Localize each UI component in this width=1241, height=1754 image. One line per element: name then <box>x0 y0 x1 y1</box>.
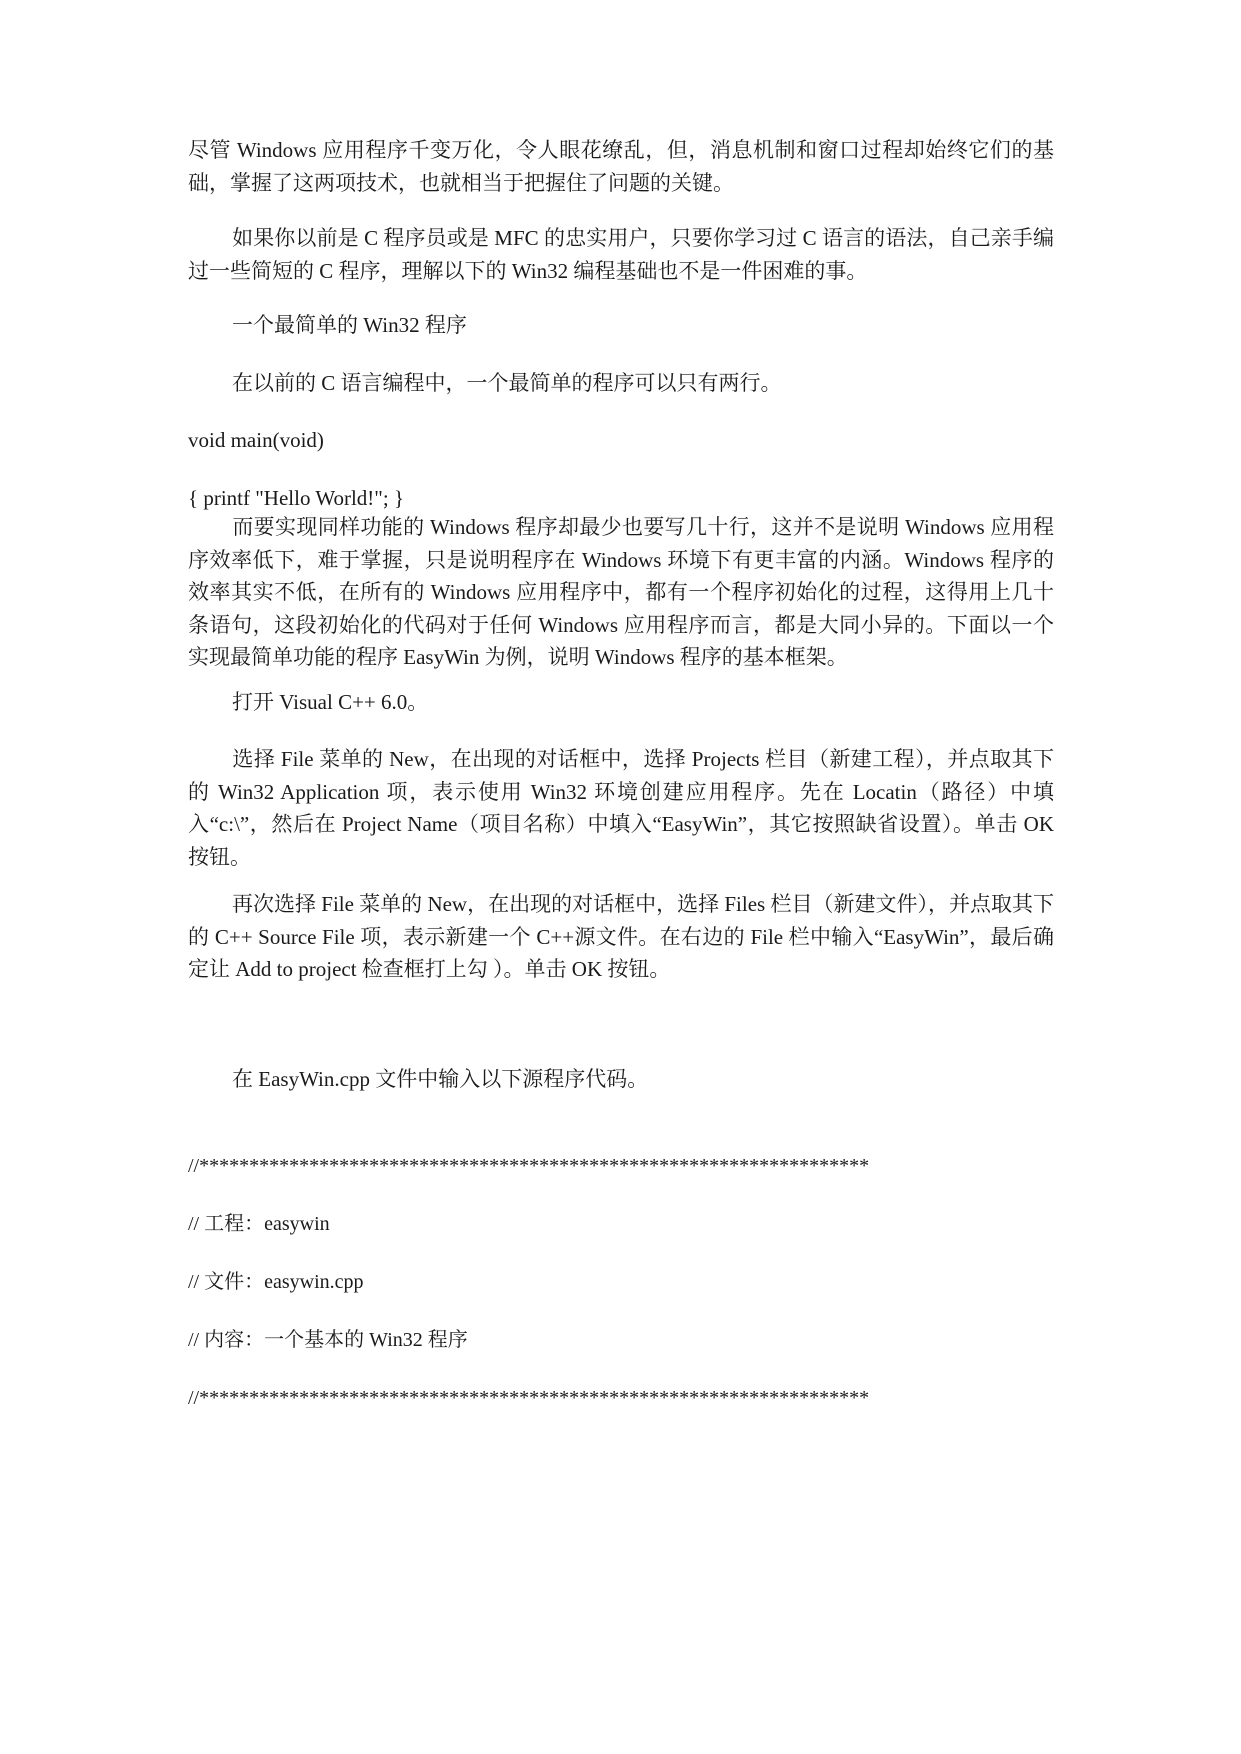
paragraph-intro: 尽管 Windows 应用程序千变万化，令人眼花缭乱，但，消息机制和窗口过程却始终它们的基础，掌握了这两项技术，也就相当于把握住了问题的关键。 <box>188 138 1054 195</box>
paragraph-new-project: 选择 File 菜单的 New，在出现的对话框中，选择 Projects 栏目（新建工程），并点取其下的 Win32 Application 项，表示使用 Win32 环境创建应用程序。先在 Locatin（路径）中填入“c:\”，然后在 Project Name（项目名称）中填入“EasyWin”，其它按照缺省设置）。单击 OK 按钮。 <box>188 747 1054 869</box>
paragraph-enter-code: 在 EasyWin.cpp 文件中输入以下源程序代码。 <box>232 1067 649 1091</box>
paragraph-open-vc: 打开 Visual C++ 6.0。 <box>232 690 429 714</box>
paragraph-new-file: 再次选择 File 菜单的 New，在出现的对话框中，选择 Files 栏目（新建文件），并点取其下的 C++ Source File 项，表示新建一个 C++源文件。在右边的 File 栏中输入“EasyWin”，最后确定让 Add to project 检查框打上勾 ）。单击 OK 按钮。 <box>188 892 1054 981</box>
section-heading: 一个最简单的 Win32 程序 <box>232 313 467 337</box>
code-line-main: void main(void) <box>188 428 324 452</box>
paragraph-c-program: 在以前的 C 语言编程中，一个最简单的程序可以只有两行。 <box>232 371 782 395</box>
code-line-printf: { printf "Hello World!"; } <box>188 486 405 510</box>
code-comment-content: // 内容：一个基本的 Win32 程序 <box>188 1329 468 1351</box>
code-rule-top: //******************************************************************* <box>188 1155 870 1177</box>
code-rule-bottom: //******************************************************************* <box>188 1387 870 1409</box>
code-comment-file: // 文件：easywin.cpp <box>188 1271 364 1293</box>
code-comment-project: // 工程：easywin <box>188 1213 330 1235</box>
paragraph-prerequisites: 如果你以前是 C 程序员或是 MFC 的忠实用户，只要你学习过 C 语言的语法，自己亲手编过一些简短的 C 程序，理解以下的 Win32 编程基础也不是一件困难的事。 <box>188 226 1054 283</box>
paragraph-windows-program: 而要实现同样功能的 Windows 程序却最少也要写几十行，这并不是说明 Windows 应用程序效率低下，难于掌握，只是说明程序在 Windows 环境下有更丰富的内涵。Windows 程序的效率其实不低，在所有的 Windows 应用程序中，都有一个程序初始化的过程，这得用上几十条语句，这段初始化的代码对于任何 Windows 应用程序而言，都是大同小异的。下面以一个实现最简单功能的程序 EasyWin 为例，说明 Windows 程序的基本框架。 <box>188 515 1054 669</box>
